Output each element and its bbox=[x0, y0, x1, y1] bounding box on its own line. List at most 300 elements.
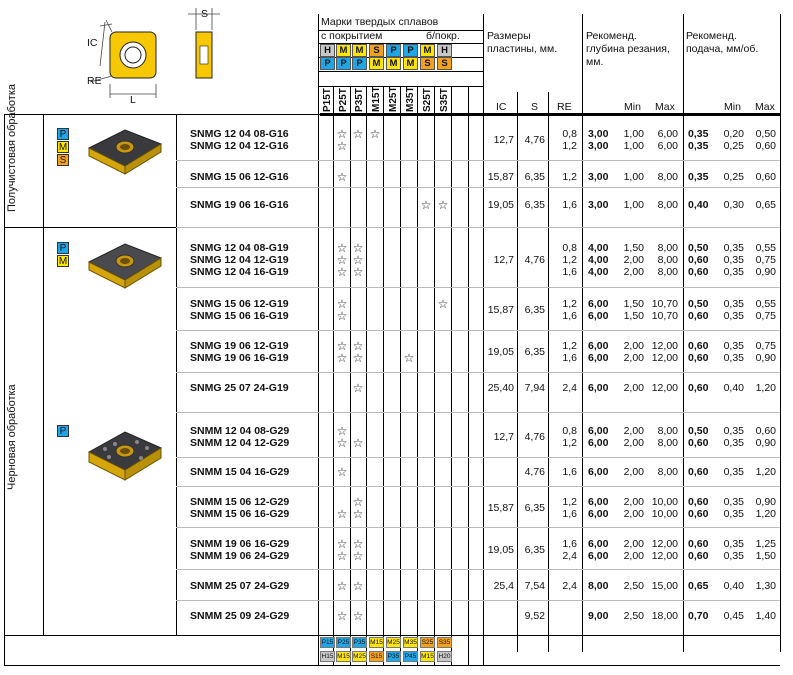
ap-min-value: 2,50 bbox=[623, 580, 644, 592]
ap-value: 8,00 bbox=[588, 580, 609, 592]
ap-value: 6,00 bbox=[588, 437, 609, 449]
ap-value: 3,00 bbox=[588, 171, 609, 183]
ap-value: 6,00 bbox=[588, 550, 609, 562]
re-value: 2,4 bbox=[562, 382, 577, 394]
grade-star: ☆ bbox=[336, 309, 348, 323]
feed-value: 0,60 bbox=[688, 382, 709, 394]
ic-label: IC bbox=[87, 37, 98, 49]
ap-min-value: 2,00 bbox=[623, 508, 644, 520]
feed-max-value: 0,90 bbox=[755, 352, 776, 364]
grid-hline bbox=[4, 635, 780, 636]
ap-max-value: 12,00 bbox=[651, 340, 678, 352]
row-separator bbox=[176, 569, 780, 570]
feed-value: 0,65 bbox=[688, 580, 709, 592]
grade-star: ☆ bbox=[420, 198, 432, 212]
insert-code: SNMG 19 06 16-G16 bbox=[190, 199, 289, 211]
grade-star: ☆ bbox=[336, 265, 348, 279]
grade-row2-cell: P bbox=[336, 57, 351, 70]
grade-star: ☆ bbox=[352, 351, 364, 365]
ap-value: 3,00 bbox=[588, 128, 609, 140]
grade-row2-cell: P bbox=[320, 57, 335, 70]
row-separator bbox=[176, 412, 780, 413]
insert-code: SNMG 25 07 24-G19 bbox=[190, 382, 289, 394]
feed-title: Рекоменд. подача, мм/об. bbox=[686, 30, 759, 55]
feed-value: 0,60 bbox=[688, 508, 709, 520]
grade-star: ☆ bbox=[352, 549, 364, 563]
grade-star: ☆ bbox=[352, 579, 364, 593]
section-label-finishing: Получистовая обработка bbox=[6, 84, 18, 212]
grade-row1-cell: H bbox=[437, 44, 452, 57]
s-value: 7,94 bbox=[524, 382, 545, 394]
feed-max-value: 1,40 bbox=[755, 610, 776, 622]
ic-value: 19,05 bbox=[487, 544, 514, 556]
ap-value: 3,00 bbox=[588, 199, 609, 211]
col-ap-min: Min bbox=[624, 101, 641, 113]
ic-value: 15,87 bbox=[487, 502, 514, 514]
insert-image-g19 bbox=[85, 236, 163, 297]
ic-value: 19,05 bbox=[487, 199, 514, 211]
ap-min-value: 2,00 bbox=[623, 437, 644, 449]
re-value: 0,8 bbox=[562, 128, 577, 140]
ap-max-value: 15,00 bbox=[651, 580, 678, 592]
footer-grade-top: S25 bbox=[421, 639, 434, 646]
row-separator bbox=[176, 287, 780, 288]
ap-value: 4,00 bbox=[588, 242, 609, 254]
ap-value: 3,00 bbox=[588, 140, 609, 152]
footer-grade-top: P15 bbox=[321, 639, 334, 646]
ap-min-value: 2,00 bbox=[623, 496, 644, 508]
re-value: 1,6 bbox=[562, 199, 577, 211]
row-separator bbox=[176, 486, 780, 487]
feed-min-value: 0,35 bbox=[723, 310, 744, 322]
feed-value: 0,70 bbox=[688, 610, 709, 622]
feed-max-value: 0,65 bbox=[755, 199, 776, 211]
ic-value: 15,87 bbox=[487, 171, 514, 183]
feed-min-value: 0,35 bbox=[723, 496, 744, 508]
col-f-max: Max bbox=[755, 101, 775, 113]
insert-code: SNMM 12 04 08-G29 bbox=[190, 425, 290, 437]
ap-value: 6,00 bbox=[588, 310, 609, 322]
row-separator bbox=[176, 187, 780, 188]
insert-code: SNMG 15 06 16-G19 bbox=[190, 310, 289, 322]
s-value: 6,35 bbox=[524, 304, 545, 316]
grade-star: ☆ bbox=[352, 241, 364, 255]
col-f-min: Min bbox=[724, 101, 741, 113]
re-value: 1,6 bbox=[562, 266, 577, 278]
grade-star: ☆ bbox=[336, 609, 348, 623]
grid-vline bbox=[483, 14, 484, 665]
grade-row2-cell: M bbox=[369, 57, 384, 70]
ap-max-value: 12,00 bbox=[651, 352, 678, 364]
ap-value: 6,00 bbox=[588, 340, 609, 352]
grade-star: ☆ bbox=[352, 381, 364, 395]
grade-star: ☆ bbox=[336, 127, 348, 141]
ap-value: 6,00 bbox=[588, 496, 609, 508]
grade-star: ☆ bbox=[369, 127, 381, 141]
row-separator bbox=[176, 227, 780, 228]
footer-grade-bottom: M15 bbox=[337, 653, 350, 660]
grid-hline bbox=[320, 113, 780, 114]
footer-grade-top: P35 bbox=[353, 639, 366, 646]
ic-value: 12,7 bbox=[493, 431, 514, 443]
feed-value: 0,60 bbox=[688, 466, 709, 478]
material-tag: P bbox=[57, 128, 69, 140]
insert-code: SNMG 12 04 12-G19 bbox=[190, 254, 289, 266]
ap-min-value: 2,00 bbox=[623, 425, 644, 437]
grade-name: M25T bbox=[388, 86, 399, 112]
footer-grade-bottom: H20 bbox=[438, 653, 451, 660]
l-label: L bbox=[130, 94, 136, 106]
feed-max-value: 0,90 bbox=[755, 266, 776, 278]
grid-vline bbox=[417, 86, 418, 665]
footer-grade-bottom: P45 bbox=[404, 653, 417, 660]
footer-grade-top: M25 bbox=[387, 639, 400, 646]
col-ic: IC bbox=[496, 101, 507, 113]
feed-value: 0,60 bbox=[688, 496, 709, 508]
footer-grade-bottom: P35 bbox=[387, 653, 400, 660]
grade-star: ☆ bbox=[336, 139, 348, 153]
material-tag: P bbox=[57, 242, 69, 254]
re-value: 1,6 bbox=[562, 352, 577, 364]
feed-value: 0,50 bbox=[688, 425, 709, 437]
feed-min-value: 0,40 bbox=[723, 382, 744, 394]
grade-row2-cell: P bbox=[352, 57, 367, 70]
footer-grade-top: P25 bbox=[337, 639, 350, 646]
s-value: 6,35 bbox=[524, 346, 545, 358]
grade-name: P25T bbox=[338, 88, 349, 112]
feed-min-value: 0,35 bbox=[723, 242, 744, 254]
grade-star: ☆ bbox=[336, 549, 348, 563]
feed-value: 0,60 bbox=[688, 550, 709, 562]
grade-name: M15T bbox=[371, 86, 382, 112]
ap-min-value: 2,00 bbox=[623, 538, 644, 550]
ap-value: 6,00 bbox=[588, 298, 609, 310]
feed-value: 0,60 bbox=[688, 254, 709, 266]
insert-image-g16 bbox=[85, 122, 163, 183]
grid-vline bbox=[468, 86, 469, 665]
feed-max-value: 0,90 bbox=[755, 496, 776, 508]
ap-max-value: 8,00 bbox=[657, 254, 678, 266]
insert-code: SNMM 15 06 12-G29 bbox=[190, 496, 290, 508]
feed-max-value: 1,50 bbox=[755, 550, 776, 562]
feed-min-value: 0,35 bbox=[723, 425, 744, 437]
feed-min-value: 0,35 bbox=[723, 437, 744, 449]
footer-grade-bottom: S15 bbox=[370, 653, 383, 660]
grade-star: ☆ bbox=[352, 507, 364, 521]
grid-vline bbox=[434, 86, 435, 665]
col-ap-max: Max bbox=[655, 101, 675, 113]
ap-value: 4,00 bbox=[588, 266, 609, 278]
col-re: RE bbox=[557, 101, 572, 113]
ap-min-value: 2,00 bbox=[623, 340, 644, 352]
feed-min-value: 0,35 bbox=[723, 466, 744, 478]
grade-row1-cell: P bbox=[403, 44, 418, 57]
insert-diagram bbox=[70, 4, 240, 108]
feed-max-value: 0,50 bbox=[755, 128, 776, 140]
s-value: 6,35 bbox=[524, 544, 545, 556]
grade-star: ☆ bbox=[336, 351, 348, 365]
insert-drawing-icon bbox=[70, 4, 240, 108]
ic-value: 12,7 bbox=[493, 254, 514, 266]
insert-code: SNMG 12 04 16-G19 bbox=[190, 266, 289, 278]
insert-code: SNMM 25 09 24-G29 bbox=[190, 610, 290, 622]
ap-max-value: 8,00 bbox=[657, 242, 678, 254]
grade-row2-cell: S bbox=[437, 57, 452, 70]
re-value: 1,2 bbox=[562, 254, 577, 266]
grade-row1-cell: M bbox=[420, 44, 435, 57]
ap-max-value: 10,70 bbox=[651, 310, 678, 322]
grade-star: ☆ bbox=[437, 198, 449, 212]
grid-vline bbox=[176, 114, 177, 635]
feed-min-value: 0,35 bbox=[723, 538, 744, 550]
grade-name: P35T bbox=[354, 88, 365, 112]
insert-code: SNMM 12 04 12-G29 bbox=[190, 437, 290, 449]
grade-star: ☆ bbox=[352, 265, 364, 279]
grade-row1-cell: M bbox=[352, 44, 367, 57]
insert-code: SNMM 19 06 24-G29 bbox=[190, 550, 290, 562]
re-value: 1,2 bbox=[562, 496, 577, 508]
grade-row2-cell: M bbox=[403, 57, 418, 70]
grade-star: ☆ bbox=[336, 579, 348, 593]
insert-code: SNMM 19 06 16-G29 bbox=[190, 538, 290, 550]
feed-min-value: 0,35 bbox=[723, 550, 744, 562]
feed-min-value: 0,35 bbox=[723, 508, 744, 520]
uncoated-label: б/покр. bbox=[426, 30, 460, 42]
feed-min-value: 0,20 bbox=[723, 128, 744, 140]
material-tag: M bbox=[58, 256, 68, 267]
feed-value: 0,50 bbox=[688, 298, 709, 310]
grid-vline bbox=[350, 86, 351, 665]
insert-code: SNMG 19 06 12-G19 bbox=[190, 340, 289, 352]
grade-star: ☆ bbox=[336, 297, 348, 311]
feed-max-value: 0,60 bbox=[755, 425, 776, 437]
ic-value: 25,4 bbox=[493, 580, 514, 592]
feed-value: 0,35 bbox=[688, 140, 709, 152]
ap-min-value: 2,00 bbox=[623, 382, 644, 394]
grade-star: ☆ bbox=[336, 253, 348, 267]
insert-code: SNMG 15 06 12-G16 bbox=[190, 171, 289, 183]
ap-max-value: 12,00 bbox=[651, 550, 678, 562]
feed-min-value: 0,45 bbox=[723, 610, 744, 622]
col-s: S bbox=[531, 101, 539, 113]
grid-hline bbox=[4, 665, 780, 666]
ap-value: 9,00 bbox=[588, 610, 609, 622]
feed-value: 0,60 bbox=[688, 340, 709, 352]
grade-star: ☆ bbox=[336, 537, 348, 551]
footer-grade-top: M35 bbox=[404, 639, 417, 646]
feed-value: 0,60 bbox=[688, 266, 709, 278]
ap-min-value: 1,50 bbox=[623, 310, 644, 322]
grid-vline bbox=[400, 86, 401, 665]
grade-row2-cell: S bbox=[420, 57, 435, 70]
feed-value: 0,60 bbox=[688, 310, 709, 322]
grid-vline bbox=[4, 114, 5, 665]
grade-star: ☆ bbox=[336, 436, 348, 450]
grade-star: ☆ bbox=[336, 241, 348, 255]
ap-min-value: 2,50 bbox=[623, 610, 644, 622]
grid-vline bbox=[582, 14, 583, 652]
re-value: 0,8 bbox=[562, 242, 577, 254]
feed-min-value: 0,30 bbox=[723, 199, 744, 211]
feed-min-value: 0,35 bbox=[723, 298, 744, 310]
re-value: 1,2 bbox=[562, 340, 577, 352]
row-separator bbox=[176, 600, 780, 601]
insert-image-g29 bbox=[85, 424, 163, 489]
row-separator bbox=[176, 372, 780, 373]
grade-name: P15T bbox=[322, 88, 333, 112]
re-value: 1,6 bbox=[562, 508, 577, 520]
feed-max-value: 0,55 bbox=[755, 298, 776, 310]
footer-grade-bottom: M25 bbox=[353, 653, 366, 660]
grid-vline bbox=[43, 114, 44, 227]
feed-value: 0,35 bbox=[688, 128, 709, 140]
ap-value: 4,00 bbox=[588, 254, 609, 266]
ap-max-value: 8,00 bbox=[657, 466, 678, 478]
grade-star: ☆ bbox=[352, 339, 364, 353]
feed-max-value: 0,90 bbox=[755, 437, 776, 449]
grade-star: ☆ bbox=[352, 495, 364, 509]
grade-star: ☆ bbox=[336, 339, 348, 353]
grade-star: ☆ bbox=[352, 537, 364, 551]
re-value: 1,2 bbox=[562, 437, 577, 449]
feed-max-value: 1,25 bbox=[755, 538, 776, 550]
insert-g16-icon bbox=[85, 122, 163, 178]
feed-min-value: 0,25 bbox=[723, 140, 744, 152]
feed-max-value: 0,75 bbox=[755, 340, 776, 352]
row-separator bbox=[176, 330, 780, 331]
ap-value: 6,00 bbox=[588, 352, 609, 364]
insert-code: SNMG 19 06 16-G19 bbox=[190, 352, 289, 364]
feed-max-value: 1,30 bbox=[755, 580, 776, 592]
feed-max-value: 1,20 bbox=[755, 382, 776, 394]
feed-max-value: 1,20 bbox=[755, 508, 776, 520]
insert-code: SNMM 15 04 16-G29 bbox=[190, 466, 290, 478]
ap-min-value: 1,00 bbox=[623, 171, 644, 183]
feed-min-value: 0,35 bbox=[723, 266, 744, 278]
dims-title: Размеры пластины, мм. bbox=[487, 30, 558, 55]
ap-min-value: 1,00 bbox=[623, 128, 644, 140]
feed-value: 0,60 bbox=[688, 538, 709, 550]
ap-max-value: 8,00 bbox=[657, 171, 678, 183]
grade-name: S25T bbox=[422, 88, 433, 112]
footer-grade-bottom: M15 bbox=[421, 653, 434, 660]
footer-grade-top: M15 bbox=[370, 639, 383, 646]
feed-max-value: 0,60 bbox=[755, 140, 776, 152]
grade-star: ☆ bbox=[437, 297, 449, 311]
material-tag: P bbox=[57, 425, 69, 437]
ap-max-value: 8,00 bbox=[657, 199, 678, 211]
ap-max-value: 12,00 bbox=[651, 382, 678, 394]
insert-g29-icon bbox=[85, 424, 163, 484]
grade-row1-cell: M bbox=[336, 44, 351, 57]
ap-max-value: 8,00 bbox=[657, 437, 678, 449]
grade-star: ☆ bbox=[352, 127, 364, 141]
footer-grade-bottom: H15 bbox=[321, 653, 334, 660]
re-value: 1,6 bbox=[562, 538, 577, 550]
s-value: 6,35 bbox=[524, 171, 545, 183]
re-value: 0,8 bbox=[562, 425, 577, 437]
feed-min-value: 0,25 bbox=[723, 171, 744, 183]
ap-min-value: 2,00 bbox=[623, 352, 644, 364]
insert-code: SNMG 12 04 08-G19 bbox=[190, 242, 289, 254]
grade-star: ☆ bbox=[352, 436, 364, 450]
grid-vline bbox=[780, 14, 781, 652]
material-tag: S bbox=[57, 154, 69, 166]
re-value: 1,6 bbox=[562, 466, 577, 478]
grade-star: ☆ bbox=[336, 465, 348, 479]
feed-max-value: 1,20 bbox=[755, 466, 776, 478]
feed-min-value: 0,35 bbox=[723, 340, 744, 352]
ap-max-value: 8,00 bbox=[657, 425, 678, 437]
ic-value: 19,05 bbox=[487, 346, 514, 358]
grade-star: ☆ bbox=[336, 424, 348, 438]
s-label: S bbox=[201, 8, 209, 20]
grade-star: ☆ bbox=[403, 351, 415, 365]
ap-value: 6,00 bbox=[588, 466, 609, 478]
grade-star: ☆ bbox=[336, 170, 348, 184]
s-value: 6,35 bbox=[524, 199, 545, 211]
grid-vline bbox=[683, 14, 684, 652]
s-value: 9,52 bbox=[524, 610, 545, 622]
grade-row1-cell: S bbox=[369, 44, 384, 57]
ap-min-value: 2,00 bbox=[623, 550, 644, 562]
feed-value: 0,50 bbox=[688, 242, 709, 254]
ap-min-value: 1,50 bbox=[623, 298, 644, 310]
s-value: 4,76 bbox=[524, 134, 545, 146]
feed-min-value: 0,40 bbox=[723, 580, 744, 592]
coated-label: с покрытием bbox=[321, 30, 383, 42]
s-value: 7,54 bbox=[524, 580, 545, 592]
feed-min-value: 0,35 bbox=[723, 352, 744, 364]
feed-max-value: 0,75 bbox=[755, 310, 776, 322]
grade-row1-cell: H bbox=[320, 44, 335, 57]
re-value: 1,6 bbox=[562, 310, 577, 322]
grades-title: Марки твердых сплавов bbox=[321, 16, 439, 28]
grade-row2-cell: M bbox=[386, 57, 401, 70]
ap-max-value: 6,00 bbox=[657, 140, 678, 152]
grid-vline bbox=[451, 86, 452, 665]
feed-value: 0,60 bbox=[688, 437, 709, 449]
grid-vline bbox=[318, 14, 319, 665]
grade-name: M35T bbox=[405, 86, 416, 112]
re-value: 2,4 bbox=[562, 580, 577, 592]
grid-vline bbox=[366, 86, 367, 665]
ap-max-value: 10,00 bbox=[651, 496, 678, 508]
row-separator bbox=[176, 160, 780, 161]
insert-code: SNMM 25 07 24-G29 bbox=[190, 580, 290, 592]
insert-code: SNMG 12 04 12-G16 bbox=[190, 140, 289, 152]
ap-value: 6,00 bbox=[588, 382, 609, 394]
ap-value: 6,00 bbox=[588, 508, 609, 520]
insert-g19-icon bbox=[85, 236, 163, 292]
ap-min-value: 1,00 bbox=[623, 199, 644, 211]
grid-hline bbox=[320, 115, 780, 116]
row-separator bbox=[176, 457, 780, 458]
ap-max-value: 12,00 bbox=[651, 538, 678, 550]
s-value: 4,76 bbox=[524, 431, 545, 443]
ic-value: 12,7 bbox=[493, 134, 514, 146]
grid-vline bbox=[383, 86, 384, 665]
ic-value: 15,87 bbox=[487, 304, 514, 316]
footer-grade-top: S35 bbox=[438, 639, 451, 646]
row-separator bbox=[176, 527, 780, 528]
insert-code: SNMG 12 04 08-G16 bbox=[190, 128, 289, 140]
grade-name: S35T bbox=[439, 88, 450, 112]
re-label: RE bbox=[87, 75, 102, 87]
s-value: 6,35 bbox=[524, 502, 545, 514]
ap-min-value: 2,00 bbox=[623, 266, 644, 278]
re-value: 1,2 bbox=[562, 171, 577, 183]
